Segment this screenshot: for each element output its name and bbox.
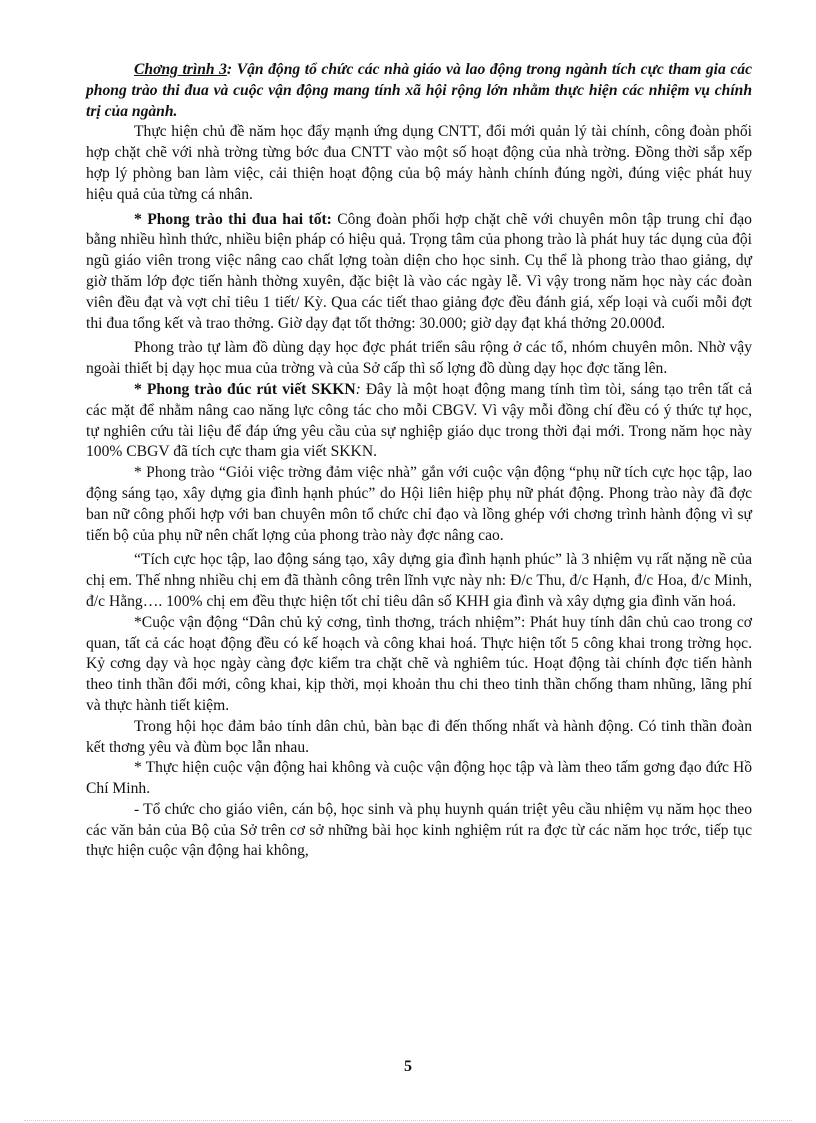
paragraph-do-dung: Phong trào tự làm đồ dùng dạy học đợc phát triển sâu rộng ở các tổ, nhóm chuyên môn. Nhờ vậy ngoài thiết bị dạy học mua của trờng và của Sở cấp thì số lợng đồ dùng dạy học đợc tăng lên.	[86, 339, 752, 378]
paragraph-dan-chu: *Cuộc vận động “Dân chủ kỷ cơng, tình thơng, trách nhiệm”: Phát huy tính dân chủ cao trong cơ quan, tất cả các hoạt động đều có kế hoạch và công khai hoá. Thực hiện tốt 5 công khai trong trờng học. Kỷ cơng dạy và học ngày càng đợc kiểm tra chặt chẽ và nghiêm túc. Hoạt động tài chính đợc tiến hành theo tinh thần đổi mới, công khai, kịp thời, mọi khoản thu chi theo tinh thần chống tham nhũng, lãng phí và thực hành tiết kiệm.	[86, 613, 752, 714]
paragraph-hai-tot	[86, 210, 752, 335]
paragraph-skkn	[86, 380, 752, 463]
heading-colon: :	[226, 61, 237, 78]
paragraph-cntt: Thực hiện chủ đề năm học đẩy mạnh ứng dụng CNTT, đổi mới quản lý tài chính, công đoàn phối hợp chặt chẽ với nhà trờng từng bớc đua CNTT vào một số hoạt động của nhà trờng. Đồng thời sắp xếp hợp lý phòng ban làm việc, cải thiện hoạt động của bộ máy hành chính đúng ngời, đúng việc phát huy hiệu quả của từng cá nhân.	[86, 123, 752, 203]
skkn-lead: * Phong trào đúc rút viết SKKN	[134, 380, 356, 398]
document-page	[86, 60, 752, 862]
skkn-body: Đây là một hoạt động mang tính tìm tòi, sáng tạo trên tất cả các mặt để nhằm nâng cao năng lực công tác cho mỗi CBGV. Vì vậy mỗi đồng chí đều có ý thức tự học, tự nghiên cứu tài liệu để đáp ứng yêu cầu của sự nghiệp giáo dục trong thời đại mới. Trong năm học này 100% CBGV đã tích cực tham gia viết SKKN.	[86, 380, 752, 461]
paragraph-tich-cuc: “Tích cực học tập, lao động sáng tạo, xây dựng gia đình hạnh phúc” là 3 nhiệm vụ rất nặng nề của chị em. Thế nhng nhiều chị em đã thành công trên lĩnh vực này nh: Đ/c Thu, đ/c Hạnh, đ/c Hoa, đ/c Minh, đ/c Hằng…. 100% chị em đều thực hiện tốt chỉ tiêu dân số KHH gia đình và xây dựng gia đình văn hoá.	[86, 551, 752, 610]
page-bottom-divider	[24, 1120, 792, 1121]
section-heading	[86, 60, 752, 122]
program-label: Chơng trình 3	[134, 61, 227, 78]
paragraph-hai-khong: * Thực hiện cuộc vận động hai không và cuộc vận động học tập và làm theo tấm gơng đạo đức Hồ Chí Minh.	[86, 759, 752, 798]
paragraph-quan-triet: - Tổ chức cho giáo viên, cán bộ, học sinh và phụ huynh quán triệt yêu cầu nhiệm vụ năm học theo các văn bản của Bộ của Sở trên cơ sở những bài học kinh nghiệm rút ra đợc từ các năm học trớc, tiếp tục thực hiện cuộc vận động hai không,	[86, 800, 752, 860]
paragraph-doan-ket: Trong hội học đảm bảo tính dân chủ, bàn bạc đi đến thống nhất và hành động. Có tinh thần đoàn kết thơng yêu và đùm bọc lẫn nhau.	[86, 717, 752, 756]
hai-tot-lead: * Phong trào thi đua hai tốt:	[134, 210, 332, 228]
page-number: 5	[404, 1058, 412, 1075]
hai-tot-body: Công đoàn phối hợp chặt chẽ với chuyên môn tập trung chỉ đạo bằng nhiều hình thức, nhiều biện pháp có hiệu quả. Trọng tâm của phong trào là phát huy tác dụng của đội ngũ giáo viên trong việc nâng cao chất lợng toàn diện cho học sinh. Cụ thể là phong trào thao giảng, dự giờ thăm lớp đợc tiến hành thờng xuyên, đặc biệt là vào các ngày lễ. Vì vậy trong năm học này các đoàn viên đều đạt và vợt chỉ tiêu 1 tiết/ Kỳ. Qua các tiết thao giảng đợc đều đánh giá, xếp loại và cuối mỗi đợt thi đua tổng kết và trao thởng. Giờ dạy đạt tốt thởng: 30.000; giờ dạy đạt khá thởng 20.000đ.	[86, 210, 752, 332]
paragraph-gioi-viec: * Phong trào “Giỏi việc trờng đảm việc nhà” gắn với cuộc vận động “phụ nữ tích cực học tập, lao động sáng tạo, xây dựng gia đình hạnh phúc” do Hội liên hiệp phụ nữ phát động. Phong trào này đã đợc ban nữ công phối hợp với ban chuyên môn tổ chức chỉ đạo và lồng ghép với chơng trình hành động vì sự tiến bộ của phụ nữ nên chất lợng của phong trào này đợc nâng cao.	[86, 464, 752, 544]
heading-text: Vận động tổ chức các nhà giáo và lao động trong ngành tích cực tham gia các phong trào thi đua và cuộc vận động mang tính xã hội rộng lớn nhằm thực hiện các nhiệm vụ chính trị của ngành.	[86, 61, 753, 120]
skkn-colon: :	[355, 380, 361, 398]
